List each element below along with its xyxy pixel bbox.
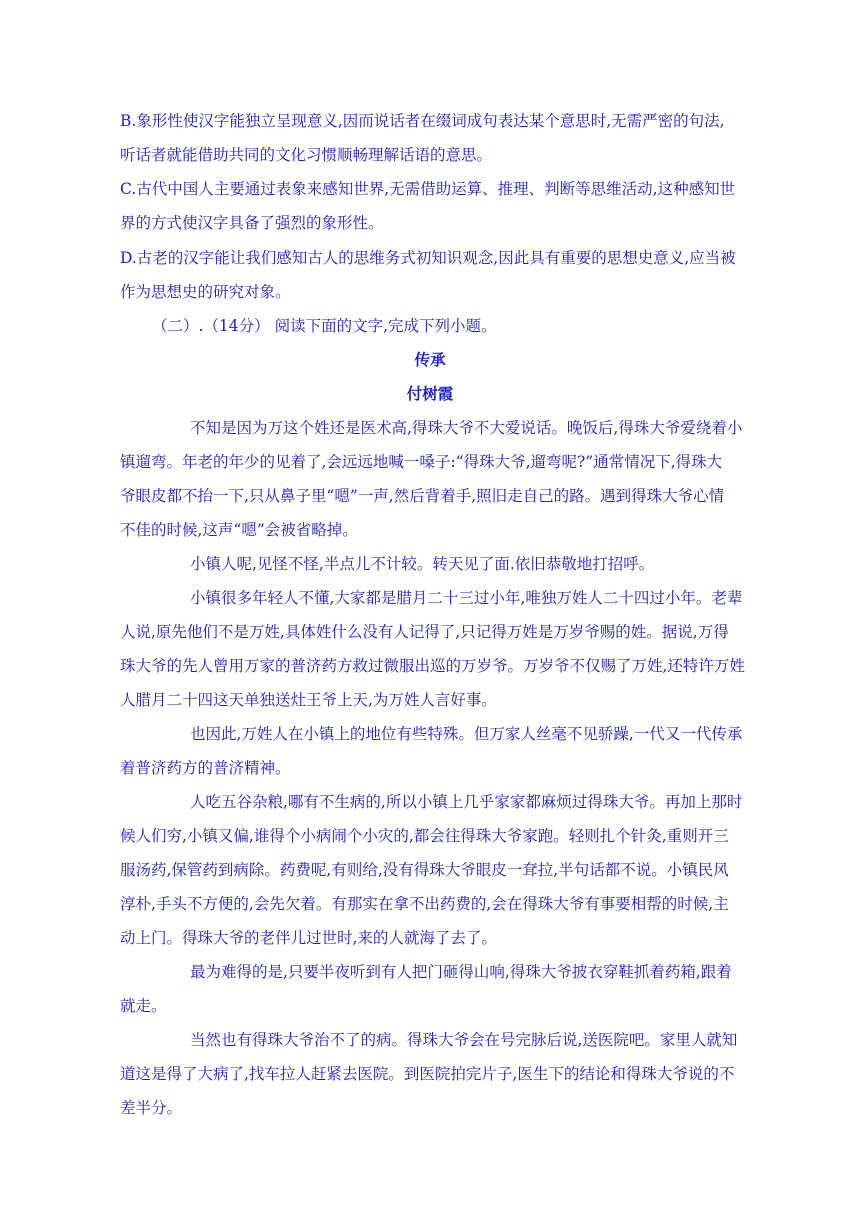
paragraph-3-line-2: 人说,原先他们不是万姓,具体姓什么没有人记得了,只记得万姓是万岁爷赐的姓。据说,万得 xyxy=(120,623,729,641)
article-author: 付树霞 xyxy=(406,384,454,403)
section-heading: （二）.（14分） 阅读下面的文字,完成下列小题。 xyxy=(152,317,497,335)
paragraph-5-line-3: 服汤药,保管药到病除。药费呢,有则给,没有得珠大爷眼皮一耷拉,半句话都不说。小镇民风 xyxy=(120,861,729,879)
paragraph-2-line-1: 小镇人呢,见怪不怪,半点儿不计较。转天见了面.依旧恭敬地打招呼。 xyxy=(190,555,655,573)
option-b-line-1: B.象形性使汉字能独立呈现意义,因而说话者在缀词成句表达某个意思时,无需严密的句法, xyxy=(120,112,725,130)
paragraph-7-line-3: 差半分。 xyxy=(120,1099,183,1117)
paragraph-3-line-3: 珠大爷的先人曾用万家的普济药方救过微服出巡的万岁爷。万岁爷不仅赐了万姓,还特许万姓 xyxy=(120,657,745,675)
paragraph-4-line-1: 也因此,万姓人在小镇上的地位有些特殊。但万家人丝毫不见骄躁,一代又一代传承 xyxy=(190,725,743,743)
option-c-line-1: C.古代中国人主要通过表象来感知世界,无需借助运算、推理、判断等思维活动,这种感知世 xyxy=(120,180,736,198)
paragraph-1-line-1: 不知是因为万这个姓还是医术高,得珠大爷不大爱说话。晚饭后,得珠大爷爱绕着小 xyxy=(190,419,743,437)
paragraph-7-line-1: 当然也有得珠大爷治不了的病。得珠大爷会在号完脉后说,送医院吧。家里人就知 xyxy=(190,1031,738,1049)
paragraph-6-line-2: 就走。 xyxy=(120,997,167,1015)
paragraph-6-line-1: 最为难得的是,只要半夜听到有人把门砸得山响,得珠大爷披衣穿鞋抓着药箱,跟着 xyxy=(190,963,732,981)
article-title: 传承 xyxy=(414,350,446,369)
paragraph-3-line-4: 人腊月二十四这天单独送灶王爷上天,为万姓人言好事。 xyxy=(120,691,497,709)
option-d-line-2: 作为思想史的研究对象。 xyxy=(120,283,291,301)
paragraph-5-line-5: 动上门。得珠大爷的老伴儿过世时,来的人就海了去了。 xyxy=(120,929,497,947)
paragraph-5-line-2: 候人们穷,小镇又偏,谁得个小病闹个小灾的,都会往得珠大爷家跑。轻则扎个针灸,重则开三 xyxy=(120,827,729,845)
paragraph-3-line-1: 小镇很多年轻人不懂,大家都是腊月二十三过小年,唯独万姓人二十四过小年。老辈 xyxy=(190,589,743,607)
paragraph-1-line-4: 不佳的时候,这声“嗯”会被省略掉。 xyxy=(120,521,358,539)
option-c-line-2: 界的方式使汉字具备了强烈的象形性。 xyxy=(120,214,384,232)
paragraph-5-line-4: 淳朴,手头不方便的,会先欠着。有那实在拿不出药费的,会在得珠大爷有事要相帮的时候,主 xyxy=(120,895,729,913)
option-b-line-2: 听话者就能借助共同的文化习惯顺畅理解话语的意思。 xyxy=(120,146,493,164)
paragraph-5-line-1: 人吃五谷杂粮,哪有不生病的,所以小镇上几乎家家都麻烦过得珠大爷。再加上那时 xyxy=(190,793,743,811)
option-d-line-1: D.古老的汉字能让我们感知古人的思维务式初知识观念,因此具有重要的思想史意义,应当被 xyxy=(120,249,736,267)
paragraph-4-line-2: 着普济药方的普济精神。 xyxy=(120,759,291,777)
paragraph-1-line-3: 爷眼皮都不抬一下,只从鼻子里“嗯”一声,然后背着手,照旧走自己的路。遇到得珠大爷心情 xyxy=(120,487,725,505)
paragraph-7-line-2: 道这是得了大病了,找车拉人赶紧去医院。到医院拍完片子,医生下的结论和得珠大爷说的不 xyxy=(120,1065,735,1083)
paragraph-1-line-2: 镇遛弯。年老的年少的见着了,会远远地喊一嗓子:“得珠大爷,遛弯呢?”通常情况下,得珠大 xyxy=(120,453,723,471)
